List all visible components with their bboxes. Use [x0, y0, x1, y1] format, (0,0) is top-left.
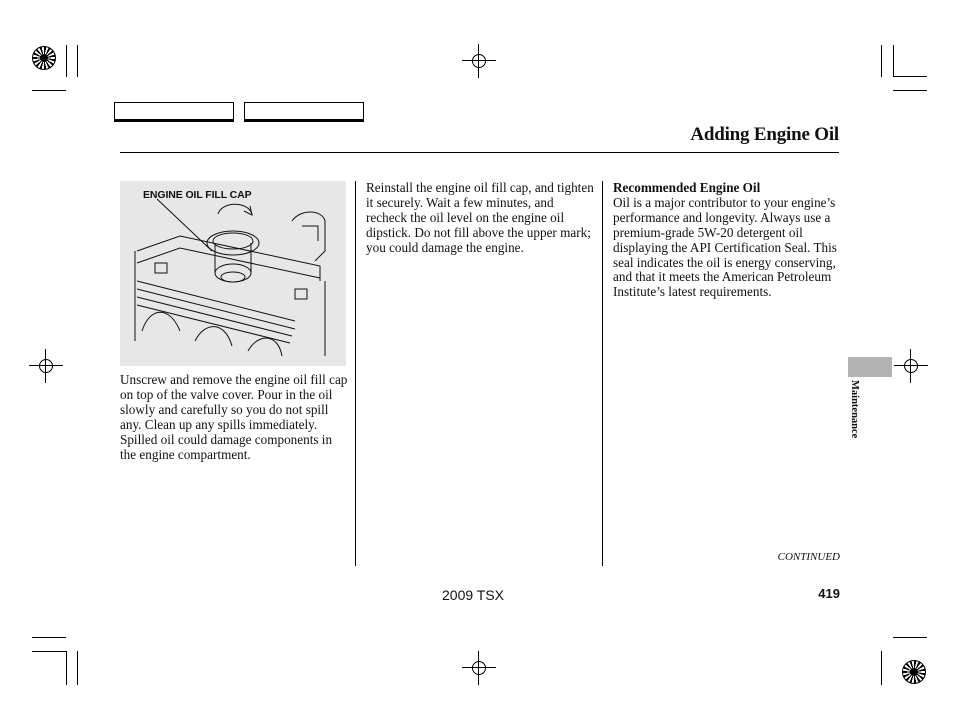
crop-mark: [881, 45, 882, 77]
column-divider-1: [355, 181, 356, 566]
title-rule: [120, 152, 839, 153]
crop-mark: [893, 90, 927, 91]
crop-mark: [77, 651, 78, 685]
target-mark-top: [468, 50, 490, 72]
crop-mark: [893, 76, 927, 77]
registration-mark-top-left: [32, 46, 56, 70]
target-mark-bottom: [468, 657, 490, 679]
crop-mark: [32, 90, 66, 91]
section-name: Maintenance: [849, 380, 860, 439]
right-column-text: [613, 181, 841, 300]
section-heading: Recommended Engine Oil: [613, 180, 761, 195]
nav-box-2[interactable]: [244, 102, 364, 122]
right-paragraph: Oil is a major contributor to your engine’s performance and longevity. Always use a premium-grade 5W-20 detergent oil displaying the API Certification Seal. This seal indicates the oil is energy conserving, and that it meets the American Petroleum Institute’s latest requirements.: [613, 194, 837, 300]
crop-mark: [32, 651, 66, 652]
page-title: Adding Engine Oil: [690, 124, 839, 145]
left-paragraph: Unscrew and remove the engine oil fill cap on top of the valve cover. Pour in the oil slowly and carefully so you do not spill any. Clean up any spills immediately. Spilled oil could damage components in the engine compartment.: [120, 372, 348, 462]
figure-label: ENGINE OIL FILL CAP: [143, 189, 252, 201]
crop-mark: [77, 45, 78, 77]
target-mark-left: [35, 355, 57, 377]
crop-mark: [32, 637, 66, 638]
nav-box-1[interactable]: [114, 102, 234, 122]
crop-mark: [66, 651, 67, 685]
crop-mark: [893, 637, 927, 638]
engine-oil-cap-illustration: [120, 181, 346, 366]
crop-mark: [893, 45, 894, 77]
page-number: 419: [818, 586, 840, 601]
column-divider-2: [602, 181, 603, 566]
registration-mark-bottom-right: [902, 660, 926, 684]
middle-column-text: [366, 181, 594, 256]
engine-figure: [120, 181, 346, 366]
crop-mark: [66, 45, 67, 77]
left-column-text: [120, 373, 348, 462]
section-tab: [848, 357, 892, 377]
crop-mark: [881, 651, 882, 685]
continued-label: CONTINUED: [777, 551, 840, 563]
footer-model: 2009 TSX: [442, 587, 505, 603]
middle-paragraph: Reinstall the engine oil fill cap, and tighten it securely. Wait a few minutes, and recheck the oil level on the engine oil dipstick. Do not fill above the upper mark; you could damage the engine.: [366, 180, 594, 255]
target-mark-right: [900, 355, 922, 377]
section-side-label: [846, 380, 862, 460]
